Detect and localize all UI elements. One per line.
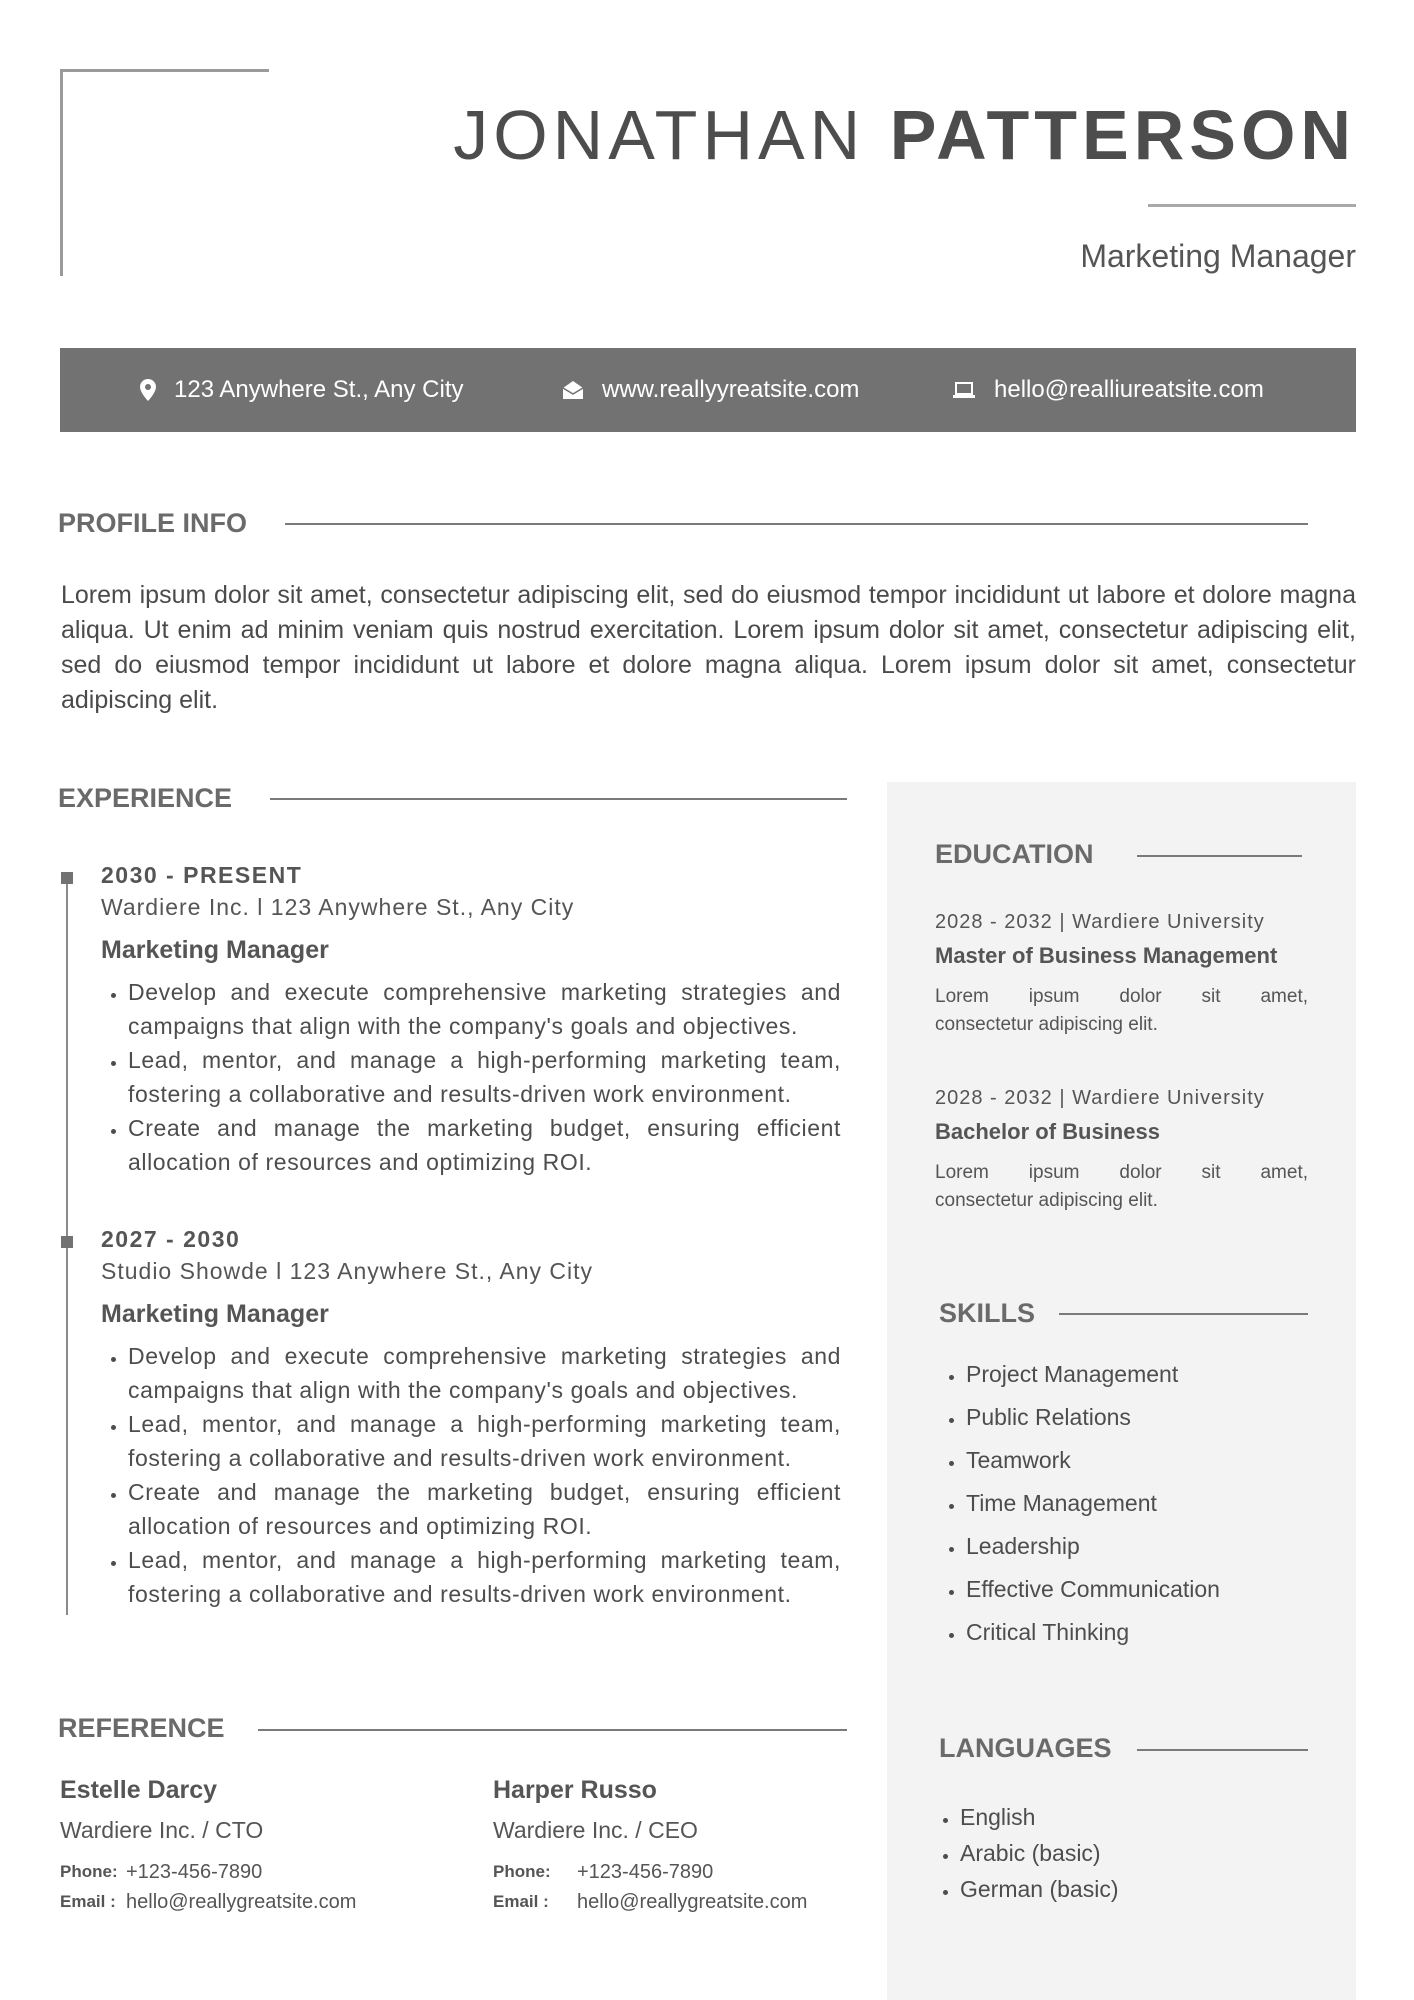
job-period: 2030 - PRESENT: [101, 862, 303, 888]
last-name: PATTERSON: [889, 96, 1356, 174]
contact-website-text[interactable]: www.reallyyreatsite.com: [602, 376, 860, 403]
education-meta: 2028 - 2032 | Wardiere University: [935, 1087, 1265, 1109]
reference-phone: [60, 1859, 440, 1885]
job-duty: • Lead, mentor, and manage a high-performing marketing team, fostering a collaborative and results-driven work environment.: [128, 1407, 841, 1475]
education-heading: EDUCATION: [935, 839, 1094, 869]
job-duties: [101, 1339, 841, 1611]
name-divider: [1148, 204, 1356, 207]
reference-email: [60, 1889, 440, 1915]
education-entry: [935, 909, 1308, 1039]
job-duty: • Develop and execute comprehensive marketing strategies and campaigns that align with the company's goals and objectives.: [128, 1339, 841, 1407]
contact-bar: [60, 348, 1356, 432]
reference-heading-rule: [258, 1729, 847, 1731]
skill-item: • Project Management: [966, 1353, 1220, 1396]
education-description: [935, 983, 1308, 1039]
job-duty: • Lead, mentor, and manage a high-performing marketing team, fostering a collaborative and results-driven work environment.: [128, 1043, 841, 1111]
job-duty: • Create and manage the marketing budget, ensuring efficient allocation of resources and optimizing ROI.: [128, 1475, 841, 1543]
experience-heading: EXPERIENCE: [58, 783, 233, 813]
language-item: • Arabic (basic): [960, 1835, 1118, 1871]
laptop-icon: [952, 381, 976, 399]
education-description-line: Lorem ipsum dolor sit amet,: [935, 1162, 1308, 1183]
education-heading-rule: [1137, 855, 1302, 857]
skill-item: • Public Relations: [966, 1396, 1220, 1439]
languages-list: [934, 1799, 1118, 1907]
skills-list: [940, 1353, 1220, 1654]
job-company: Wardiere Inc. l 123 Anywhere St., Any City: [101, 894, 575, 920]
first-name: JONATHAN: [453, 96, 866, 174]
job-duties: [101, 975, 841, 1179]
education-description: [935, 1159, 1308, 1215]
reference-heading: REFERENCE: [58, 1713, 225, 1743]
reference-email: [493, 1889, 873, 1915]
language-item: • German (basic): [960, 1871, 1118, 1907]
reference-name: Estelle Darcy: [60, 1776, 218, 1804]
skill-item: • Leadership: [966, 1525, 1220, 1568]
envelope-open-icon: [562, 380, 584, 400]
skill-item: • Teamwork: [966, 1439, 1220, 1482]
profile-heading: PROFILE INFO: [58, 508, 247, 538]
email-value[interactable]: hello@reallygreatsite.com: [126, 1891, 357, 1913]
contact-website[interactable]: [562, 348, 859, 432]
education-meta: 2028 - 2032 | Wardiere University: [935, 911, 1265, 933]
languages-heading-rule: [1137, 1749, 1308, 1751]
reference-card: [493, 1774, 873, 1915]
corner-frame-top: [60, 69, 269, 72]
timeline-marker: [61, 872, 73, 884]
job-duty: • Develop and execute comprehensive marketing strategies and campaigns that align with the company's goals and objectives.: [128, 975, 841, 1043]
phone-label: Phone:: [60, 1862, 118, 1881]
corner-frame-left: [60, 69, 63, 276]
job-role: Marketing Manager: [101, 1300, 329, 1328]
reference-role: Wardiere Inc. / CEO: [493, 1817, 698, 1843]
education-description-line: consectetur adipiscing elit.: [935, 1014, 1158, 1035]
email-label: Email :: [493, 1892, 549, 1911]
reference-phone: [493, 1859, 873, 1885]
job-title-heading: Marketing Manager: [1080, 238, 1356, 274]
email-label: Email :: [60, 1892, 116, 1911]
education-description-line: consectetur adipiscing elit.: [935, 1190, 1158, 1211]
education-entry: [935, 1085, 1308, 1215]
phone-value: +123-456-7890: [577, 1861, 714, 1883]
job-company: Studio Showde l 123 Anywhere St., Any City: [101, 1258, 594, 1284]
skill-item: • Critical Thinking: [966, 1611, 1220, 1654]
contact-address: [140, 348, 464, 432]
location-pin-icon: [140, 379, 156, 401]
job-duty: • Create and manage the marketing budget, ensuring efficient allocation of resources and optimizing ROI.: [128, 1111, 841, 1179]
experience-heading-rule: [270, 798, 847, 800]
job-duty: • Lead, mentor, and manage a high-performing marketing team, fostering a collaborative and results-driven work environment.: [128, 1543, 841, 1611]
job-entry: [101, 1225, 841, 1611]
contact-address-text: 123 Anywhere St., Any City: [174, 376, 464, 403]
education-degree: Bachelor of Business: [935, 1119, 1160, 1144]
job-role: Marketing Manager: [101, 936, 329, 964]
reference-role: Wardiere Inc. / CTO: [60, 1817, 264, 1843]
email-value[interactable]: hello@reallygreatsite.com: [577, 1891, 808, 1913]
contact-email-text[interactable]: hello@realliureatsite.com: [994, 376, 1264, 403]
languages-heading: LANGUAGES: [939, 1733, 1112, 1763]
job-entry: [101, 861, 841, 1179]
candidate-name: [453, 96, 1356, 174]
profile-summary: Lorem ipsum dolor sit amet, consectetur adipiscing elit, sed do eiusmod tempor incididunt ut labore et dolore magna aliqua. Ut enim ad minim veniam quis nostrud exercitation. Lorem ipsum dolor sit amet, consectetur adipiscing elit, sed do eiusmod tempor incididunt ut labore et dolore magna aliqua. Lorem ipsum dolor sit amet, consectetur adipiscing elit.: [61, 581, 1356, 714]
education-degree: Master of Business Management: [935, 943, 1278, 968]
contact-email[interactable]: [952, 348, 1264, 432]
skills-heading: SKILLS: [939, 1298, 1036, 1328]
skill-item: • Effective Communication: [966, 1568, 1220, 1611]
reference-name: Harper Russo: [493, 1776, 657, 1804]
education-description-line: Lorem ipsum dolor sit amet,: [935, 986, 1308, 1007]
timeline-marker: [61, 1236, 73, 1248]
phone-value: +123-456-7890: [126, 1861, 263, 1883]
phone-label: Phone:: [493, 1862, 551, 1881]
reference-card: [60, 1774, 440, 1915]
job-period: 2027 - 2030: [101, 1226, 241, 1252]
skill-item: • Time Management: [966, 1482, 1220, 1525]
profile-heading-rule: [285, 523, 1308, 525]
skills-heading-rule: [1059, 1313, 1308, 1315]
language-item: • English: [960, 1799, 1118, 1835]
